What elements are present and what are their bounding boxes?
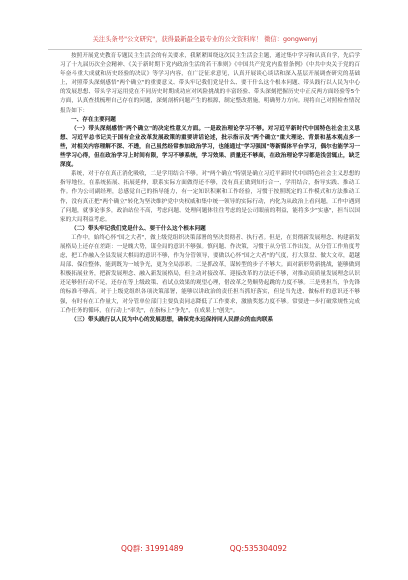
document-body bbox=[60, 52, 360, 325]
paragraph-1-continued: 系统，对于存在真正消化吸收，二是学用结合不够。对"两个确立"特别是确立习近平新时代中国特色社会主义思想的指导地位，在系统拓展、拓展延伸，联系实际方面做得还不够，没有真正做到知行合一，学用结合，指导实践、推动工作。作为公司副经理，总感觉自己的指导能力，有一定知识积累和工作经验，习惯于按照既定的工作模式和方法推动工作，没有真正把"两个确立"转化为坚决维护党中央权威和集中统一领导的实际行动，内化为从政治上看问题，工作中遇到了问题，就事论事多，政治站位不高，考虑问题、处理问题体往往考虑的是公司眼前的利益，能将多少"实惠"，担当以国家的大局利益考虑。 bbox=[60, 171, 360, 223]
subsection-2-body: 工作中，始终心怀"国之大者"，做上级党组织决策部署的坚决贯彻者、执行者。但是，在贯彻新发展理念、构建新发展格局上还存在差距：一是魄大势，谋全局的意识不够强。慎问题、作决策，习惯于从分管工作出发，从分管工作角度考虑，把工作融入全县发展大棋局的意识不够，作为分管领导，要做以心怀"国之大者"的气度，打大算盘、做大文章，超越局部、保住整体，能到既为一域争光，更为全局添彩。二是抓改革，谋转型的步子不够大。面对新形势新挑战，能够做到积极拓展业务，把新发展理念、融入新发展格局，但主动对接改革、迎接改革的方法还不够，对推动高质量发展理念认识还足够但行动不足，还存在等上级政策、看试点效果的观望心理，借改革之势顺势起跳的力度不够。三是勇担当，争先锋的标准不够高。对于上级党组织各项决策部署，能够以讲政治的责任担当抓好落实，但是当先进、做标杆的意识还不够强，有时有在工作量大，对分管单位部门主要负责同志降低了工作要求，激励奖惩力度不够。常要进一步打破常规性完成工作任务的循环，在行动上"率先"，在指标上"争先"，在成果上"创先"。 bbox=[60, 234, 360, 314]
subsection-3-heading: （三）带头践行以人民为中心的发展思想，确保党永远保持同人民群众的血肉联系 bbox=[71, 316, 274, 323]
header-divider bbox=[48, 49, 362, 50]
subsection-2-heading: （二）带头牢记我们党是什么、要干什么这个根本问题 bbox=[71, 225, 206, 232]
section-heading-problems: 一、存在主要问题 bbox=[71, 116, 116, 123]
footer-contact bbox=[0, 544, 408, 554]
intro-paragraph: 按照开展党史教育专题民主生活会的有关要求，我紧紧围绕这次民主生活会主题，通过集中学习和认真自学，先后学习了十九届历次全会精神、《关于新时期下党内政治生活的若干准则》《中国共产党党内监督条例》《中共中央关于党的百年奋斗重大成就和历史经验的决议》等学习内容，在广泛征求意见，认真开展谈心谈话和深入基层开展调查研究的基础上，对照带头深刻感悟"两个确立"的重要意义、带头牢记我们党是什么、要干什么这个根本问题、带头践行以人民为中心的发展思想、带头学习运用党在不同历史时期成功应对风险挑战的丰富经验、带头深刻把握历史中正反两方面经验等5个方面，认真查找梳理自己存在的问题，深刻剖析问题产生的根源，制定整改措施，明确努力方向。现将自己对照检查情况报告如下： bbox=[60, 53, 360, 114]
footer-qq-group: QQ群: 31991489 bbox=[120, 544, 184, 553]
subsection-1: （一）带头深刻感悟"两个确立"的决定性意义方面。一是政治理论学习不够。对习近平新时代中国特色社会主义思想、习近平总书记关于国有企业改革发展政策的重要讲话论述，批示指示及"两个确立"重大理论、背景和基本观点多一些，对相关内容理解不深、不透，自己虽然经常参加政治学习，也能通过"学习强国"等新媒体平台学习，偶尔也能学习一些学习心得，但在政治学习上时间有限，学习不够系统，学习效果、质量还不够高，在政治理论学习都是浅尝辄止，缺乏深度。 bbox=[60, 125, 360, 169]
footer-qq: QQ:535304092 bbox=[229, 544, 288, 553]
header-banner: 关注头条号"公文研究"，获得最新最全最专业的公文资料库！ 微信：gongwenyj bbox=[92, 36, 318, 43]
